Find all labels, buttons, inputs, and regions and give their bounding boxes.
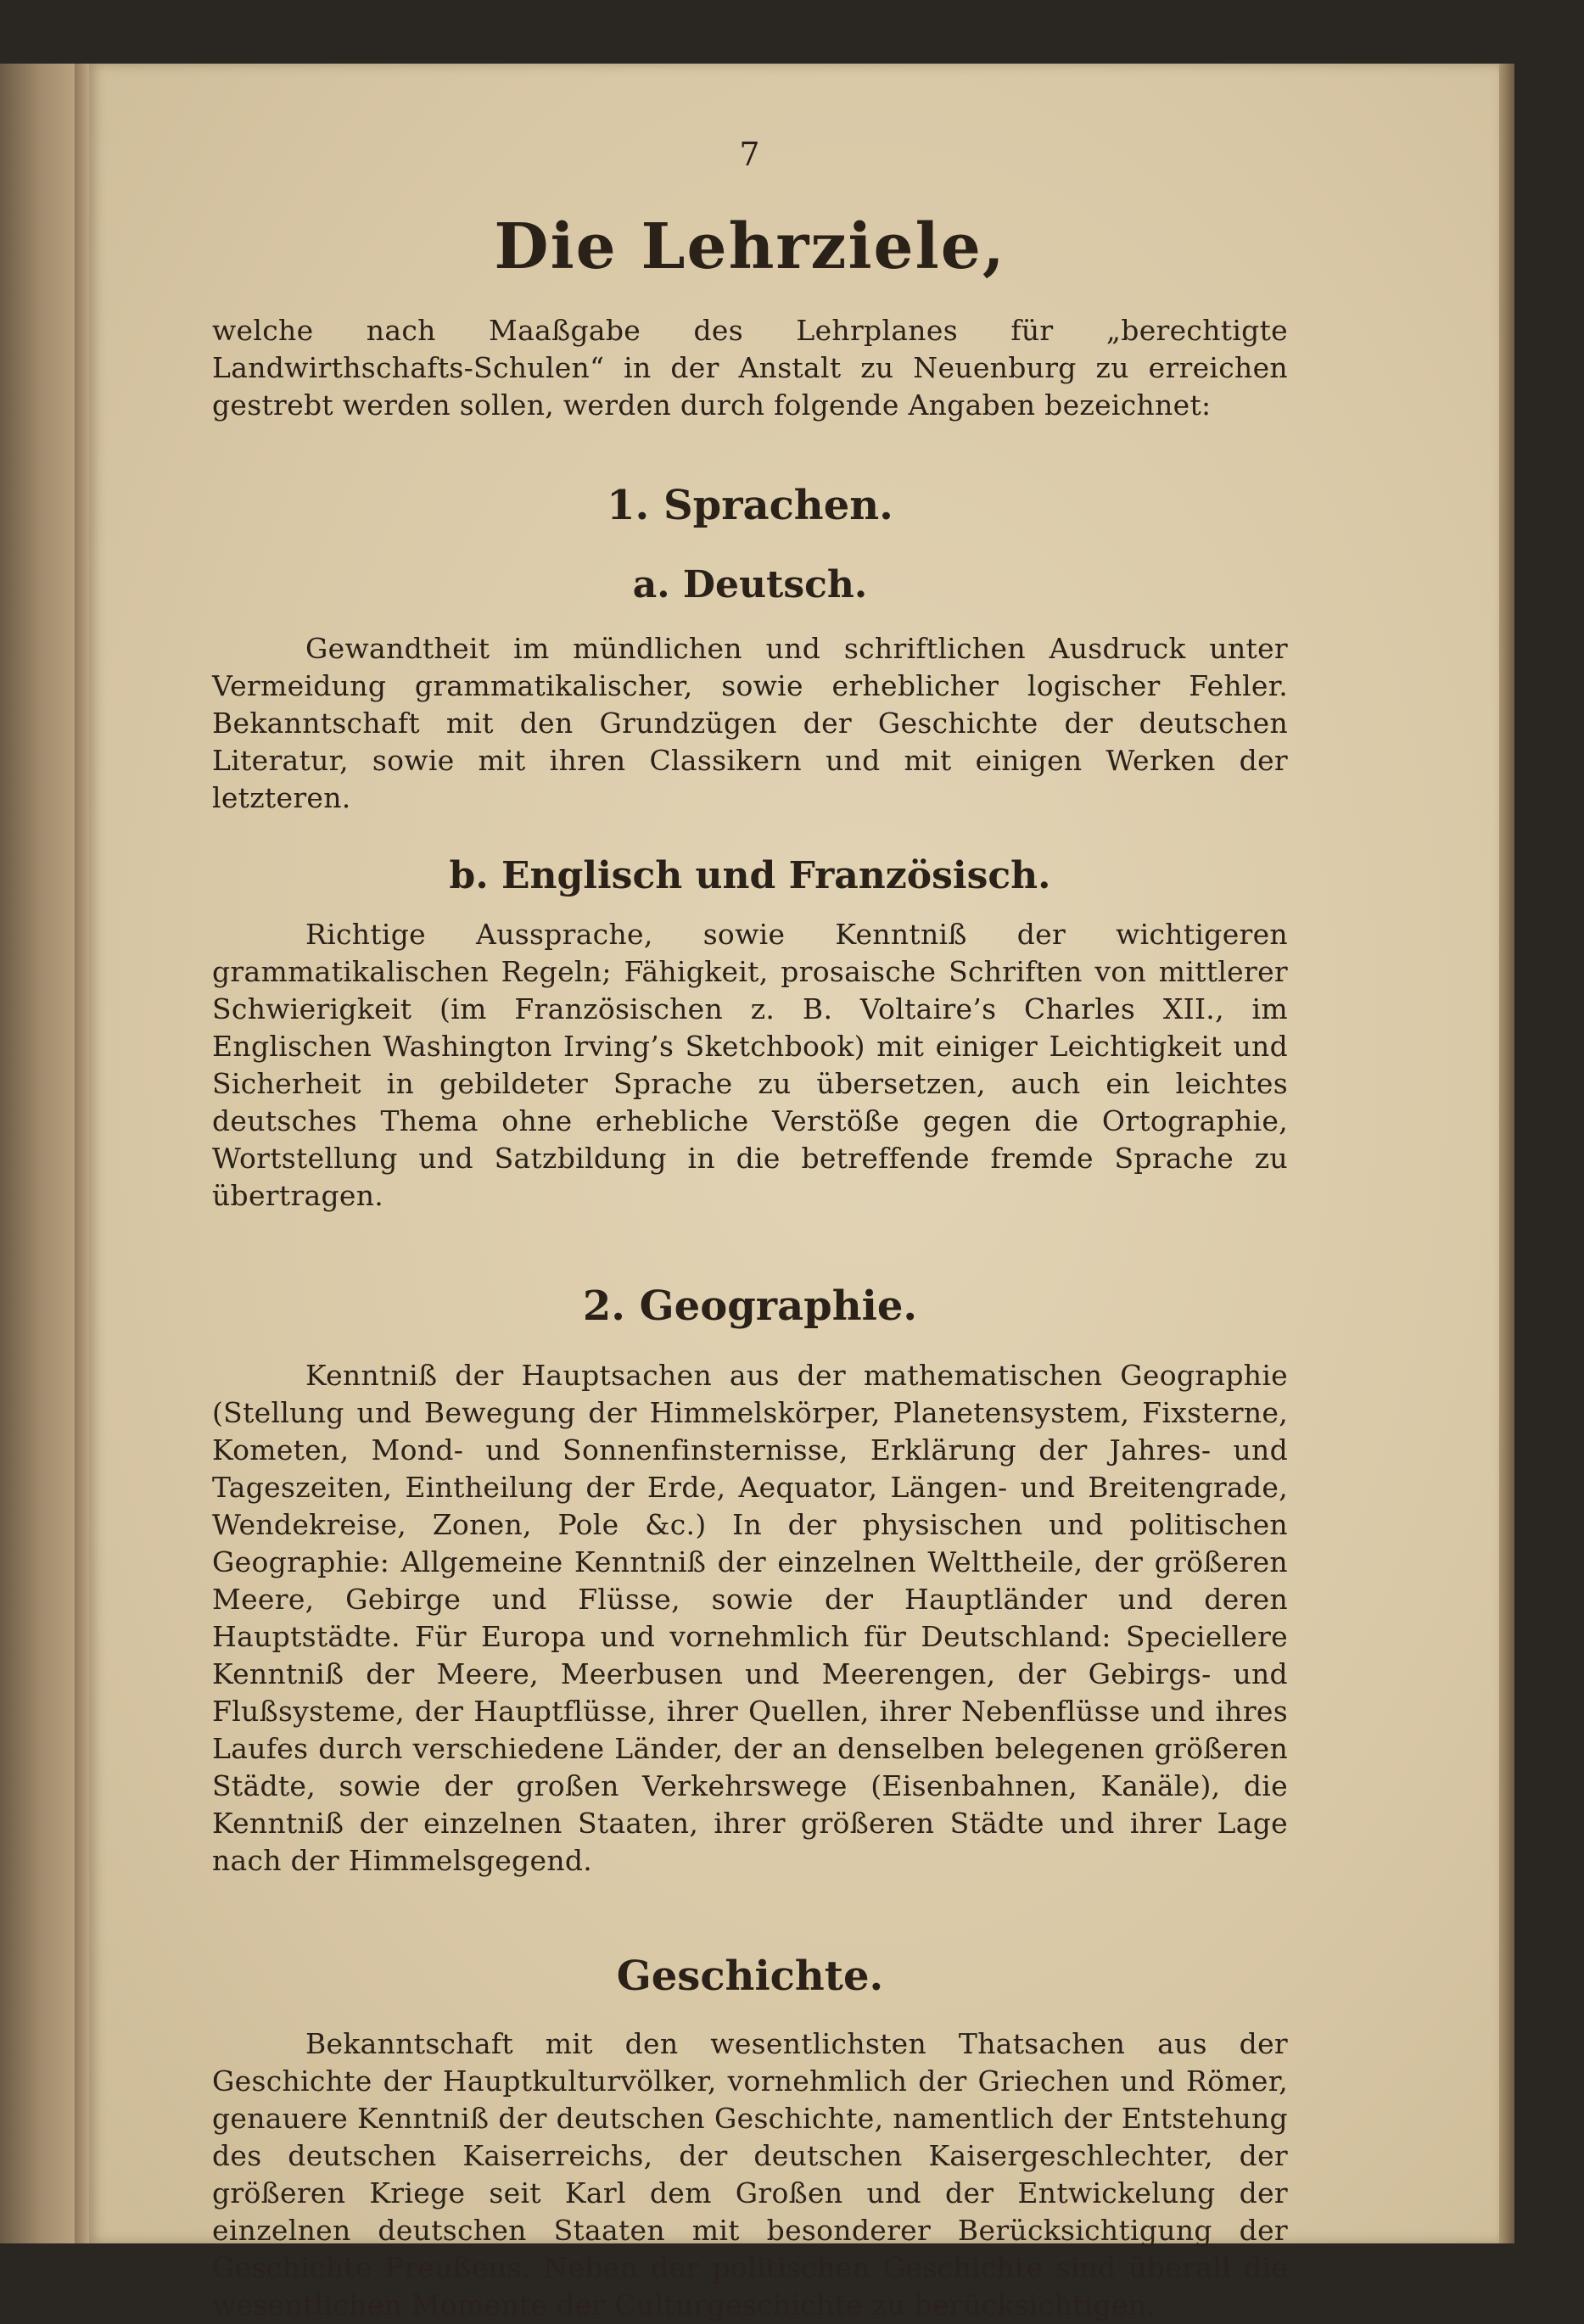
page-content [212,136,1288,2324]
heading-geschichte: Geschichte. [616,1952,884,2000]
page-title: Die Lehrziele, [494,210,1006,283]
heading-englisch-franzoesisch: b. Englisch und Französisch. [449,854,1051,897]
intro-paragraph: welche nach Maaßgabe des Lehrplanes für „berechtigte Landwirthschafts-Schulen“ in der Anstalt zu Neuenburg zu erreichen gestrebt werden sollen, werden durch folgende Angaben bezeichnet: [212,314,1288,422]
right-page-edge [1499,64,1514,2243]
paragraph-englisch-franzoesisch: Richtige Aussprache, sowie Kenntniß der wichtigeren grammatikalischen Regeln; Fähigkeit, prosaische Schriften von mittlerer Schwierigkeit (im Französischen z. B. Voltaire’s Charles XII., im Englischen Washington Irving’s Sketchbook) mit einiger Leichtigkeit und Sicherheit in gebildeter Sprache zu übersetzen, auch ein leichtes deutsches Thema ohne erhebliche Verstöße gegen die Ortographie, Wortstellung und Satzbildung in die betreffende fremde Sprache zu übertragen. [212,918,1288,1212]
paragraph-deutsch: Gewandtheit im mündlichen und schriftlichen Ausdruck unter Vermeidung grammatikalischer, sowie erheblicher logischer Fehler. Bekanntschaft mit den Grundzügen der Geschichte der deutschen Literatur, sowie mit ihren Classikern und mit einigen Werken der letzteren. [212,632,1288,814]
page-number: 7 [739,136,761,173]
heading-sprachen: 1. Sprachen. [607,482,893,529]
paragraph-geographie: Kenntniß der Hauptsachen aus der mathematischen Geographie (Stellung und Bewegung der Himmelskörper, Planetensystem, Fixsterne, Kometen, Mond- und Sonnenfinsternisse, Erklärung der Jahres- und Tageszeiten, Eintheilung der Erde, Aequator, Längen- und Breitengrade, Wendekreise, Zonen, Pole &c.) In der physischen und politischen Geographie: Allgemeine Kenntniß der einzelnen Welttheile, der größeren Meere, Gebirge und Flüsse, sowie der Hauptländer und deren Hauptstädte. Für Europa und vornehmlich für Deutschland: Speciellere Kenntniß der Meere, Meerbusen und Meerengen, der Gebirgs- und Flußsysteme, der Hauptflüsse, ihrer Quellen, ihrer Nebenflüsse und ihres Laufes durch verschiedene Länder, der an denselben belegenen größeren Städte, sowie der großen Verkehrswege (Eisenbahnen, Kanäle), die Kenntniß der einzelnen Staaten, ihrer größeren Städte und ihrer Lage nach der Himmelsgegend. [212,1359,1288,1877]
paragraph-geschichte: Bekanntschaft mit den wesentlichsten Thatsachen aus der Geschichte der Hauptkulturvölker, vornehmlich der Griechen und Römer, genauere Kenntniß der deutschen Geschichte, namentlich der Entstehung des deutschen Kaiserreichs, der deutschen Kaisergeschlechter, der größeren Kriege seit Karl dem Großen und der Entwickelung der einzelnen deutschen Staaten mit besonderer Berücksichtigung der Geschichte Preußens. Neben der politischen Geschichte sind überall die wesentlichen Momente der Culturgeschichte zu berücksichtigen. [212,2027,1288,2321]
heading-deutsch: a. Deutsch. [632,563,868,606]
heading-geographie: 2. Geographie. [582,1282,918,1330]
